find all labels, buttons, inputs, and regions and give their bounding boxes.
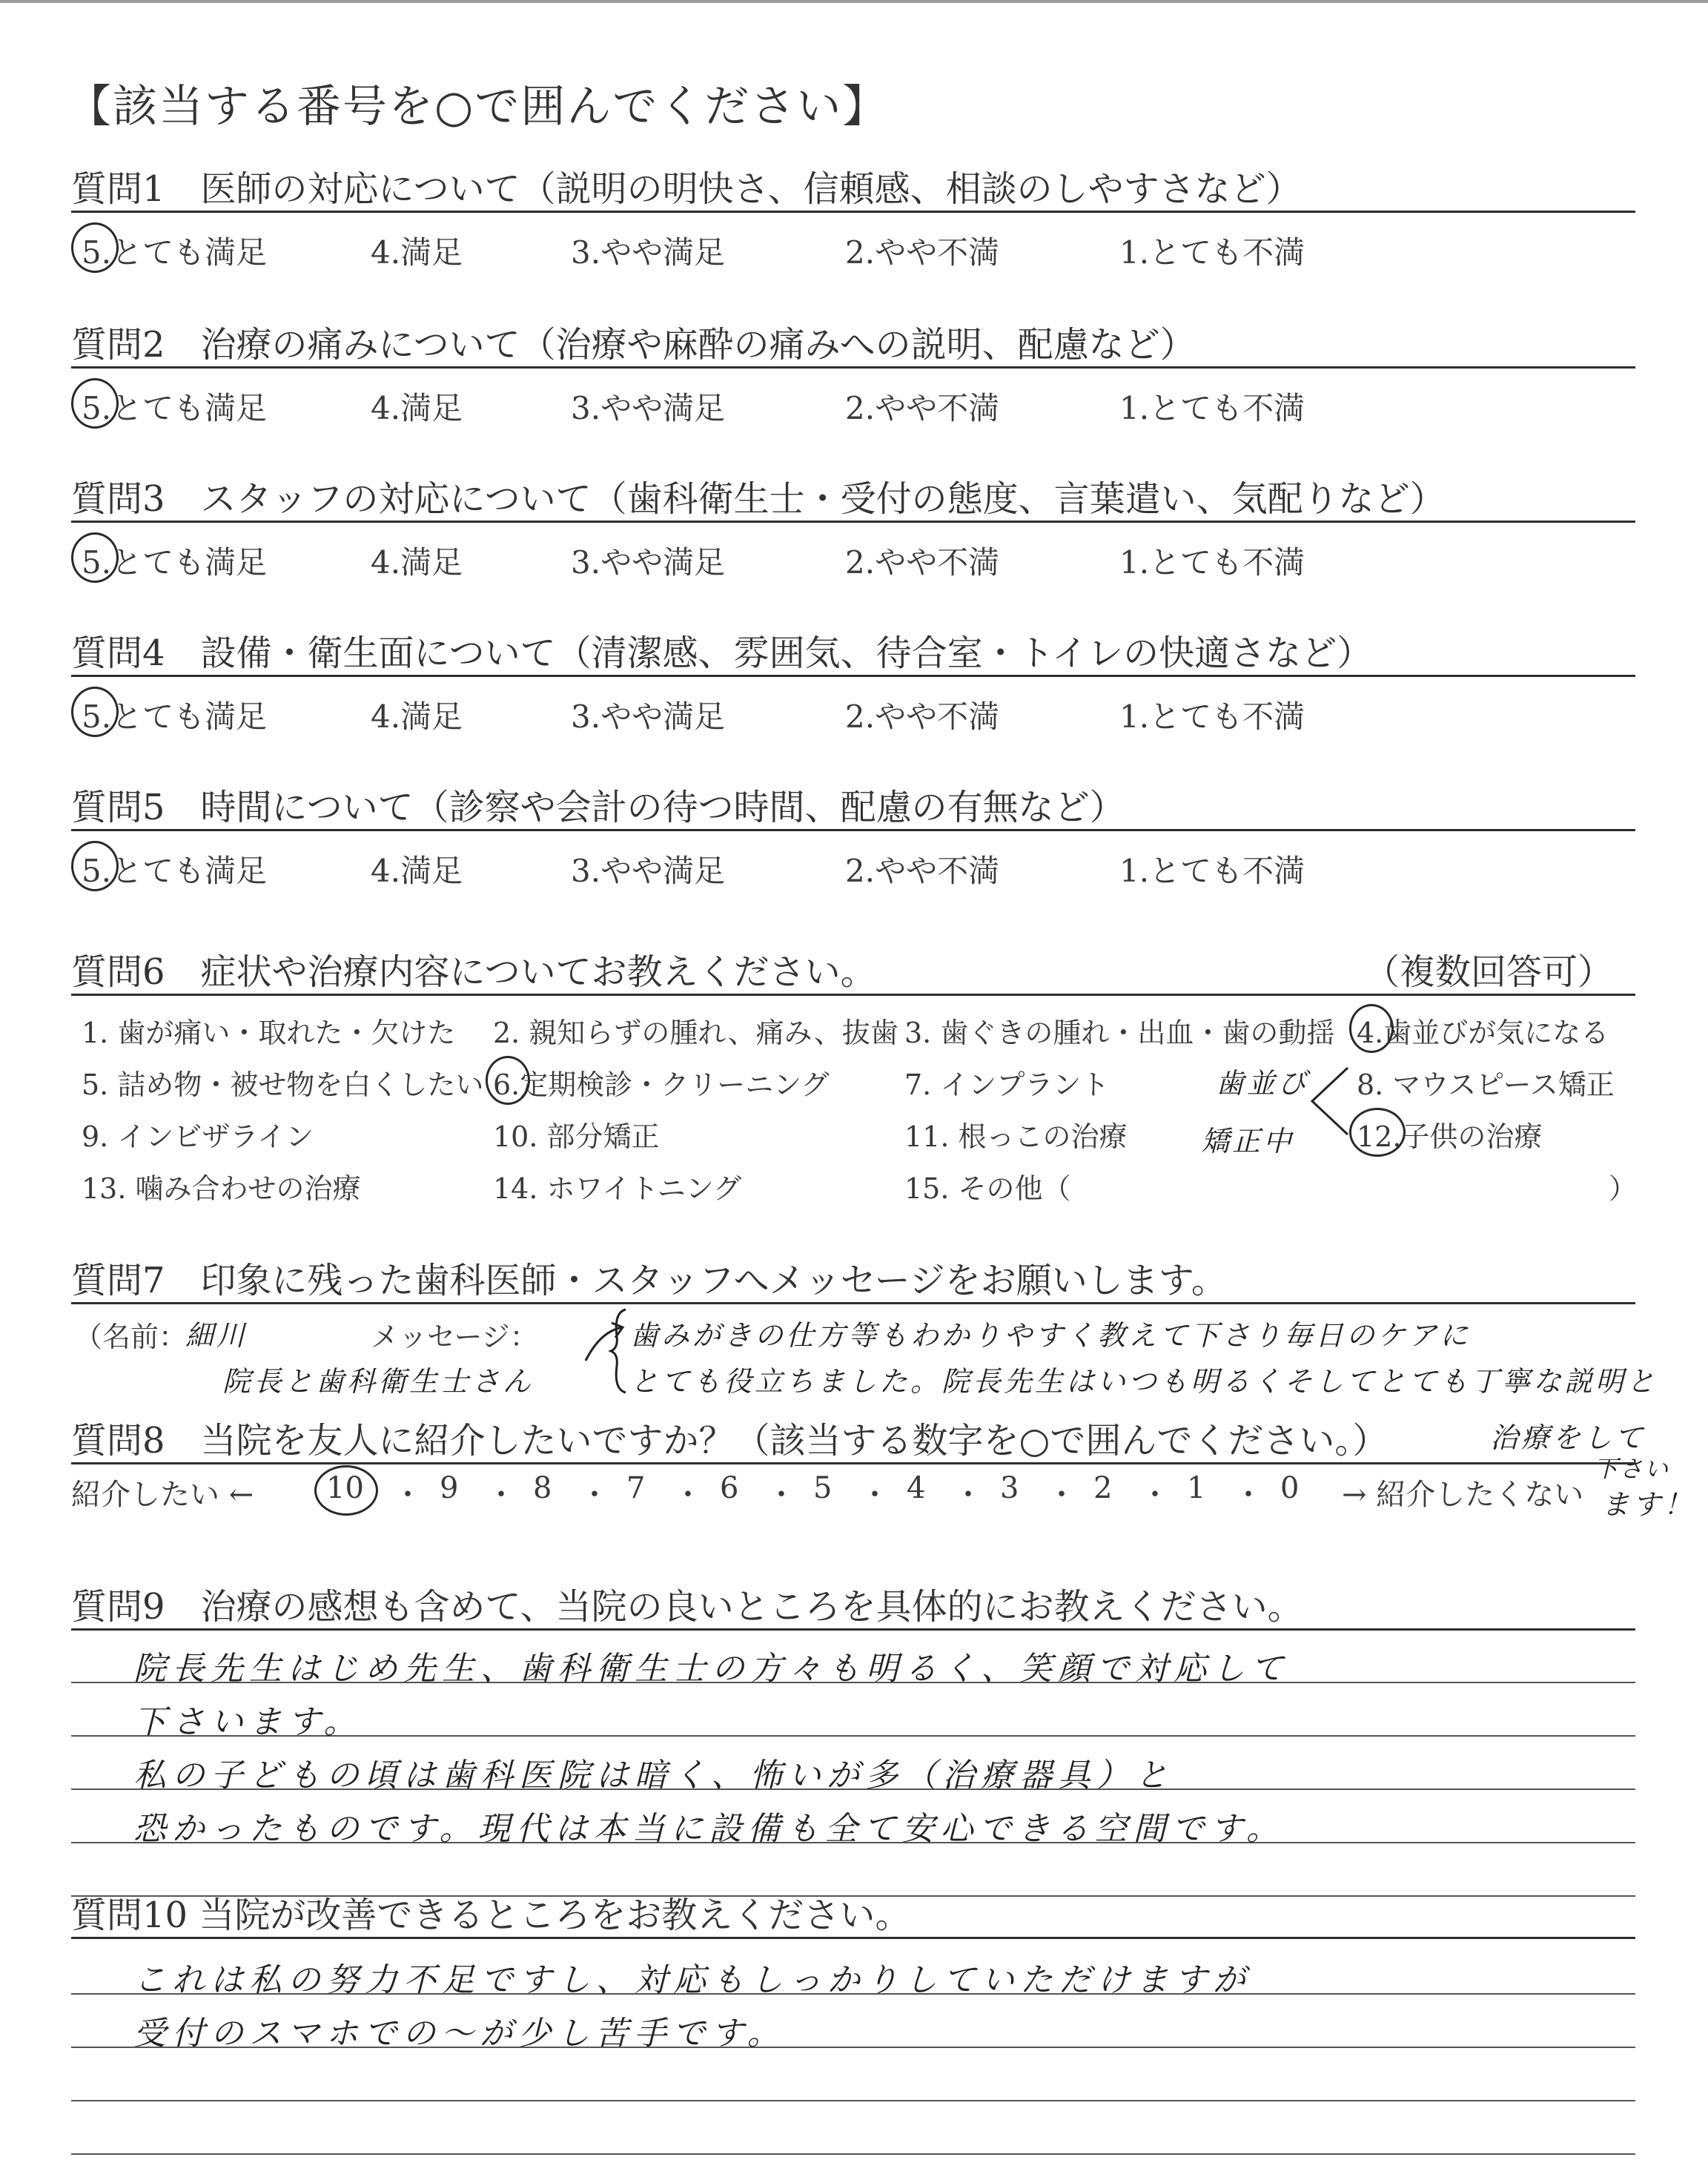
q8-value-3[interactable]: 3 [1000,1471,1019,1505]
q6-handnote-2: 矯正中 [1201,1125,1295,1157]
q2-rule [71,366,1635,369]
q8-value-8[interactable]: 8 [533,1471,552,1505]
q6-option-12[interactable]: 12.子供の治療 [1357,1120,1543,1153]
q7-rule [71,1302,1635,1304]
q8-value-2[interactable]: 2 [1093,1471,1113,1505]
q7-message-line-1: 歯みがきの仕方等もわかりやすく教えて下さり毎日のケアに [630,1319,1472,1352]
q1-option-3[interactable]: 3.やや満足 [571,234,726,271]
q5-selection-circle [71,841,119,891]
q4-option-1[interactable]: 1.とても不満 [1119,698,1305,735]
q8-value-10[interactable]: 10 [326,1471,364,1505]
q6-bracket-mark [1305,1060,1357,1142]
form-header: 【該当する番号を○で囲んでください】 [67,81,889,133]
q1-option-1[interactable]: 1.とても不満 [1119,234,1305,271]
q6-option-5[interactable]: 5. 詰め物・被せ物を白くしたい [82,1069,484,1101]
q3-title: 質問3 スタッフの対応について（歯科衛生士・受付の態度、言葉遣い、気配りなど） [71,478,1446,520]
q2-option-3[interactable]: 3.やや満足 [571,390,726,426]
q8-left-label: 紹介したい ← [71,1478,254,1512]
q10-answer-line: これは私の努力不足ですし、対応もしっかりしていただけますが [133,1961,1251,1999]
q6-selection-circle [1349,1004,1394,1053]
q6-option-4[interactable]: 4.歯並びが気になる [1357,1017,1609,1049]
q9-answer-line: 院長先生はじめ先生、歯科衛生士の方々も明るく、笑顔で対応して [133,1650,1290,1688]
q7-name-label: （名前： [74,1321,188,1353]
q3-selection-circle [71,532,119,583]
q7-message-line-3: 治療をして [1490,1421,1646,1454]
q8-selection-circle [314,1465,378,1516]
q6-selection-circle [486,1056,530,1105]
q3-option-1[interactable]: 1.とても不満 [1119,544,1305,581]
q7-message-line-4: 下さい [1594,1455,1670,1483]
q9-title: 質問9 治療の感想も含めて、当院の良いところを具体的にお教えください。 [71,1586,1303,1628]
q10-answer-line: 受付のスマホでの〜が少し苦手です。 [133,2015,786,2052]
q9-answer-line: 私の子どもの頃は歯科医院は暗く、怖いが多（治療器具）と [133,1757,1174,1794]
q8-separator: ・ [1047,1478,1076,1512]
q5-title: 質問5 時間について（診察や会計の待つ時間、配慮の有無など） [71,787,1125,828]
q6-other-close[interactable]: ） [1609,1172,1638,1205]
q1-rule [71,211,1635,213]
q5-option-2[interactable]: 2.やや不満 [845,853,1000,889]
q8-separator: ・ [1140,1478,1170,1512]
q2-option-4[interactable]: 4.満足 [371,390,463,426]
q1-title: 質問1 医師の対応について（説明の明快さ、信頼感、相談のしやすさなど） [71,168,1302,210]
q5-option-5[interactable]: 5.とても満足 [82,853,268,889]
q2-selection-circle [71,378,119,429]
q8-value-6[interactable]: 6 [720,1471,739,1505]
q6-option-13[interactable]: 13. 噛み合わせの治療 [82,1172,361,1205]
q6-option-9[interactable]: 9. インビザライン [82,1120,314,1153]
q7-recipient: 院長と歯科衛生士さん [222,1365,534,1398]
q2-option-2[interactable]: 2.やや不満 [845,390,1000,426]
q9-answer-line: 恐かったものです。現代は本当に設備も全て安心できる空間です。 [133,1810,1285,1848]
q8-separator: ・ [953,1478,983,1512]
q6-option-7[interactable]: 7. インプラント [904,1069,1110,1101]
q7-message-label: メッセージ： [371,1321,538,1353]
q2-option-5[interactable]: 5.とても満足 [82,390,268,426]
q6-option-3[interactable]: 3. 歯ぐきの腫れ・出血・歯の動揺 [904,1017,1335,1049]
q5-option-1[interactable]: 1.とても不満 [1119,853,1305,889]
q8-separator: ・ [393,1478,423,1512]
q4-selection-circle [71,687,119,737]
q6-option-14[interactable]: 14. ホワイトニング [493,1172,742,1205]
q6-title: 質問6 症状や治療内容についてお教えください。 [71,951,876,993]
q8-rule [71,1462,1635,1464]
q3-option-3[interactable]: 3.やや満足 [571,544,726,581]
q4-title: 質問4 設備・衛生面について（清潔感、雰囲気、待合室・トイレの快適さなど） [71,633,1373,674]
q6-note: （複数回答可） [1364,951,1614,993]
q6-option-8[interactable]: 8. マウスピース矯正 [1357,1069,1615,1101]
q7-message-line-2: とても役立ちました。院長先生はいつも明るくそしてとても丁寧な説明と [630,1365,1658,1398]
q7-brace-mark [608,1307,630,1396]
q6-option-15[interactable]: 15. その他（ [904,1172,1071,1205]
q5-rule [71,829,1635,831]
q8-separator: ・ [767,1478,796,1512]
q10-line-rule [71,2153,1635,2155]
q8-value-1[interactable]: 1 [1187,1471,1206,1505]
q8-separator: ・ [486,1478,516,1512]
q1-selection-circle [71,222,119,273]
q8-value-4[interactable]: 4 [907,1471,926,1505]
q8-value-0[interactable]: 0 [1280,1471,1300,1505]
q4-option-4[interactable]: 4.満足 [371,698,463,735]
q8-separator: ・ [1234,1478,1263,1512]
q4-rule [71,675,1635,677]
q5-option-4[interactable]: 4.満足 [371,853,463,889]
q6-option-2[interactable]: 2. 親知らずの腫れ、痛み、抜歯 [493,1017,898,1049]
q4-option-3[interactable]: 3.やや満足 [571,698,726,735]
q9-answer-line: 下さいます。 [133,1703,363,1741]
q3-option-4[interactable]: 4.満足 [371,544,463,581]
q7-message-line-5: ます！ [1601,1488,1695,1521]
q4-option-2[interactable]: 2.やや不満 [845,698,1000,735]
q3-option-5[interactable]: 5.とても満足 [82,544,268,581]
q1-option-2[interactable]: 2.やや不満 [845,234,1000,271]
q6-selection-circle [1349,1108,1406,1157]
q4-option-5[interactable]: 5.とても満足 [82,698,268,735]
q8-right-label: → 紹介したくない [1342,1478,1584,1512]
q2-option-1[interactable]: 1.とても不満 [1119,390,1305,426]
q6-option-10[interactable]: 10. 部分矯正 [493,1120,660,1153]
q2-title: 質問2 治療の痛みについて（治療や麻酔の痛みへの説明、配慮など） [71,324,1196,366]
q8-separator: ・ [580,1478,609,1512]
q6-option-1[interactable]: 1. 歯が痛い・取れた・欠けた [82,1017,456,1049]
q10-title: 質問10 当院が改善できるところをお教えください。 [71,1895,911,1936]
q3-rule [71,521,1635,523]
q3-option-2[interactable]: 2.やや不満 [845,544,1000,581]
q1-option-5[interactable]: 5.とても満足 [82,234,268,271]
q6-rule [71,994,1635,996]
q10-line-rule [71,2100,1635,2101]
q1-option-4[interactable]: 4.満足 [371,234,463,271]
q8-title: 質問8 当院を友人に紹介したいですか？（該当する数字を○で囲んでください。） [71,1420,1388,1462]
q8-value-7[interactable]: 7 [626,1471,646,1505]
q5-option-3[interactable]: 3.やや満足 [571,853,726,889]
q6-option-11[interactable]: 11. 根っこの治療 [904,1120,1128,1153]
q8-separator: ・ [673,1478,703,1512]
q7-title: 質問7 印象に残った歯科医師・スタッフへメッセージをお願いします。 [71,1260,1227,1301]
q6-handnote-1: 歯並び [1216,1067,1310,1100]
q7-name-value: 細川 [185,1319,248,1352]
q6-option-6[interactable]: 6.定期検診・クリーニング [493,1069,830,1101]
q9-rule [71,1628,1635,1631]
q10-rule [71,1937,1635,1939]
q8-separator: ・ [860,1478,890,1512]
q8-value-5[interactable]: 5 [813,1471,833,1505]
q8-value-9[interactable]: 9 [440,1471,459,1505]
